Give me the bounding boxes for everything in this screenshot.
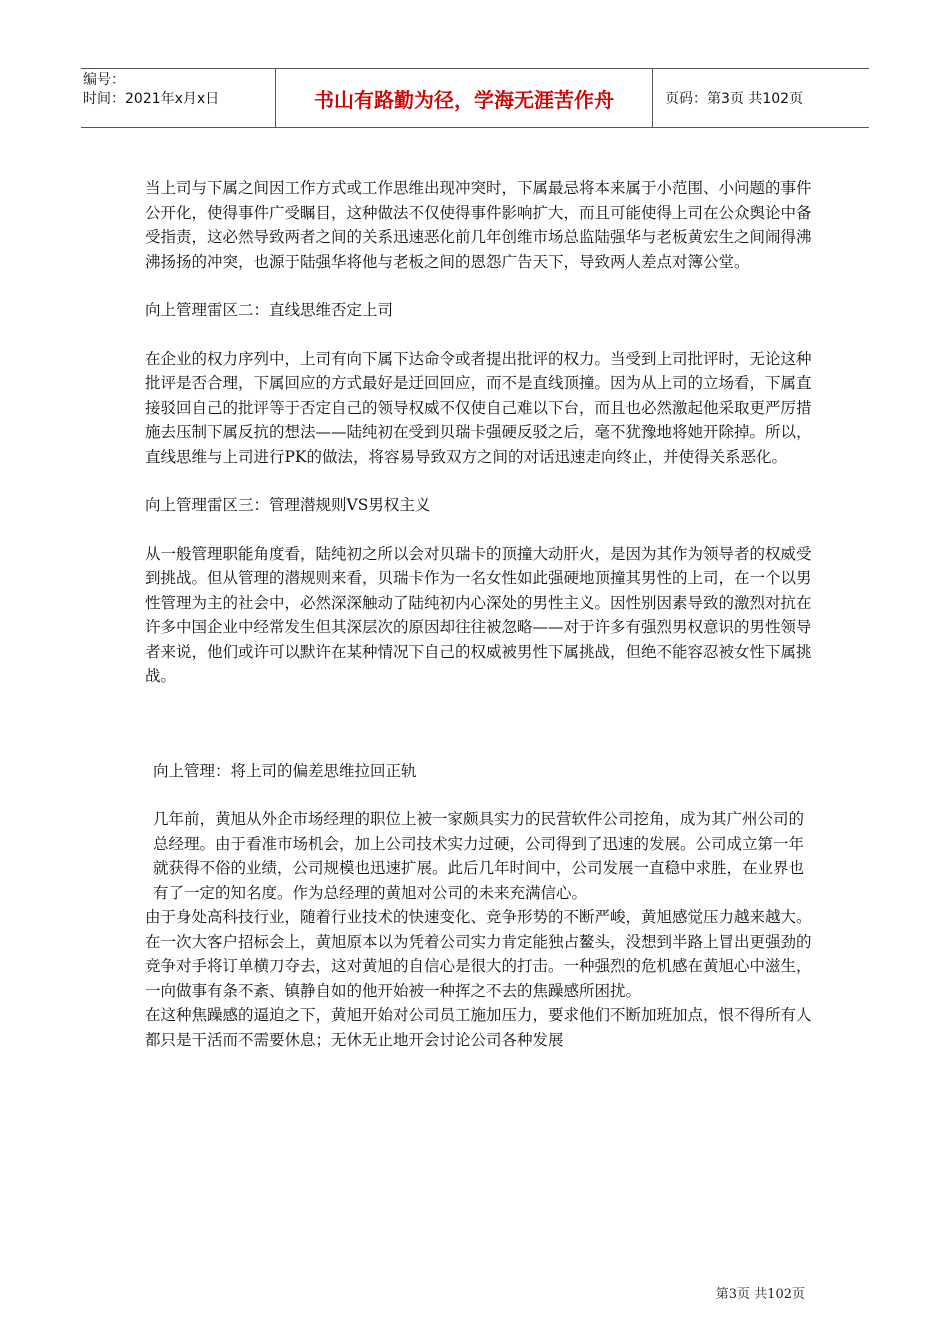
paragraph: 在这种焦躁感的逼迫之下，黄旭开始对公司员工施加压力，要求他们不断加班加点，恨不得所有人都只是干活而不需要休息；无休无止地开会讨论公司各种发展: [145, 1006, 812, 1049]
page-footer: 第3页 共102页: [715, 1287, 805, 1302]
paragraph: 由于身处高科技行业，随着行业技术的快速变化、竞争形势的不断严峻，黄旭感觉压力越来越大。在一次大客户招标会上，黄旭原本以为凭着公司实力肯定能独占鳌头，没想到半路上冒出更强劲的竞争对手将订单横刀夺去，这对黄旭的自信心是很大的打击。一种强烈的危机感在黄旭心中滋生，一向做事有条不紊、镇静自如的他开始被一种挥之不去的焦躁感所困扰。: [145, 908, 812, 1000]
date-label: 时间：2021年x月x日: [83, 91, 220, 107]
page-header: [81, 68, 869, 128]
header-meta: [81, 69, 276, 127]
paragraph: 几年前，黄旭从外企市场经理的职位上被一家颇具实力的民营软件公司挖角，成为其广州公司的总经理。由于看准市场机会，加上公司技术实力过硬，公司得到了迅速的发展。公司成立第一年就获得不俗的业绩，公司规模也迅速扩展。此后几年时间中，公司发展一直稳中求胜，在业界也有了一定的知名度。作为总经理的黄旭对公司的未来充满信心。: [153, 810, 805, 902]
section-heading: 向上管理雷区二：直线思维否定上司: [145, 301, 394, 319]
document-body: [145, 176, 815, 1052]
section-heading: 向上管理：将上司的偏差思维拉回正轨: [153, 761, 417, 780]
paragraph: 当上司与下属之间因工作方式或工作思维出现冲突时，下属最忌将本来属于小范围、小问题的事件公开化，使得事件广受瞩目，这种做法不仅使得事件影响扩大，而且可能使得上司在公众舆论中备受指责，这必然导致两者之间的关系迅速恶化前几年创维市场总监陆强华与老板黄宏生之间闹得沸沸扬扬的冲突，也源于陆强华将他与老板之间的恩怨广告天下，导致两人差点对簿公堂。: [145, 179, 812, 271]
number-label: 编号：: [83, 72, 125, 88]
paragraph: 在企业的权力序列中，上司有向下属下达命令或者提出批评的权力。当受到上司批评时，无论这种批评是否合理，下属回应的方式最好是迂回回应，而不是直线顶撞。因为从上司的立场看，下属直接驳回自己的批评等于否定自己的领导权威不仅使自己难以下台，而且也必然激起他采取更严厉措施去压制下属反抗的想法——陆纯初在受到贝瑞卡强硬反驳之后，毫不犹豫地将她开除掉。所以，直线思维与上司进行PK的做法，将容易导致双方之间的对话迅速走向终止，并使得关系恶化。: [145, 349, 812, 466]
header-page-label: 页码：第3页 共102页: [665, 91, 804, 107]
section-heading: 向上管理雷区三：管理潜规则VS男权主义: [145, 496, 431, 514]
paragraph: 从一般管理职能角度看，陆纯初之所以会对贝瑞卡的顶撞大动肝火，是因为其作为领导者的权威受到挑战。但从管理的潜规则来看，贝瑞卡作为一名女性如此强硬地顶撞其男性的上司，在一个以男性管理为主的社会中，必然深深触动了陆纯初内心深处的男性主义。因性别因素导致的激烈对抗在许多中国企业中经常发生但其深层次的原因却往往被忽略——对于许多有强烈男权意识的男性领导者来说，他们或许可以默许在某种情况下自己的权威被男性下属挑战，但绝不能容忍被女性下属挑战。: [145, 544, 812, 685]
header-motto: 书山有路勤为径，学海无涯苦作舟: [276, 69, 653, 127]
